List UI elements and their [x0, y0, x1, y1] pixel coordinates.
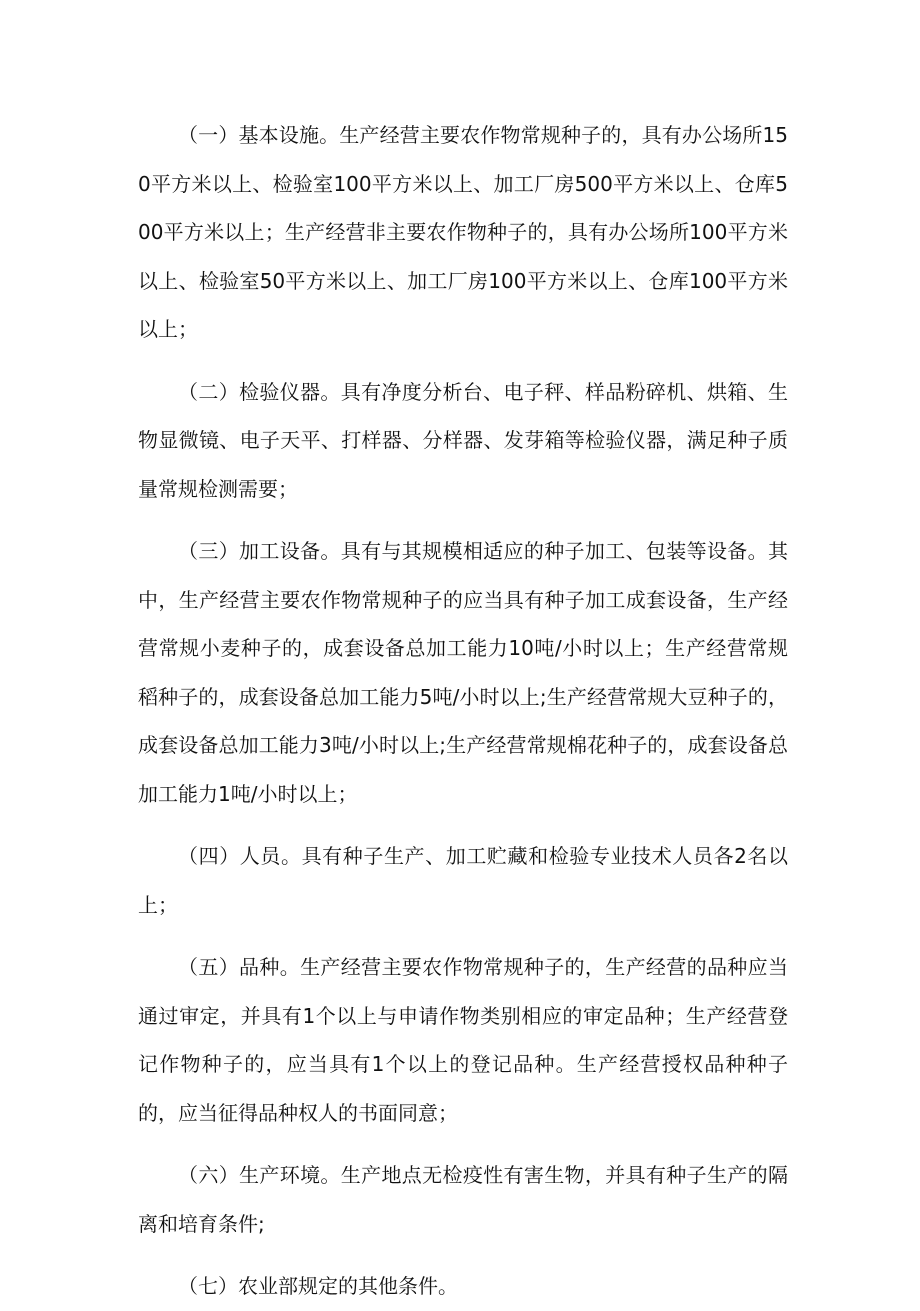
document-body: [138, 111, 788, 1311]
paragraph-inspection-instruments: （二）检验仪器。具有净度分析台、电子秤、样品粉碎机、烘箱、生物显微镜、电子天平、打样器、分样器、发芽箱等检验仪器，满足种子质量常规检测需要；: [138, 379, 788, 501]
paragraph-other-conditions: （七）农业部规定的其他条件。: [178, 1274, 458, 1298]
paragraph-processing-equipment: （三）加工设备。具有与其规模相适应的种子加工、包装等设备。其中，生产经营主要农作物常规种子的应当具有种子加工成套设备，生产经营常规小麦种子的，成套设备总加工能力10吨/小时以上；生产经营常规稻种子的，成套设备总加工能力5吨/小时以上;生产经营常规大豆种子的，成套设备总加工能力3吨/小时以上;生产经营常规棉花种子的，成套设备总加工能力1吨/小时以上；: [138, 539, 788, 806]
paragraph-basic-facilities: （一）基本设施。生产经营主要农作物常规种子的，具有办公场所150平方米以上、检验室100平方米以上、加工厂房500平方米以上、仓库500平方米以上；生产经营非主要农作物种子的，具有办公场所100平方米以上、检验室50平方米以上、加工厂房100平方米以上、仓库100平方米以上；: [138, 123, 788, 341]
paragraph-personnel: （四）人员。具有种子生产、加工贮藏和检验专业技术人员各2名以上；: [138, 844, 788, 917]
paragraph-production-environment: （六）生产环境。生产地点无检疫性有害生物，并具有种子生产的隔离和培育条件;: [138, 1163, 788, 1236]
paragraph-varieties: （五）品种。生产经营主要农作物常规种子的，生产经营的品种应当通过审定，并具有1个以上与申请作物类别相应的审定品种；生产经营登记作物种子的，应当具有1个以上的登记品种。生产经营授权品种种子的，应当征得品种权人的书面同意；: [138, 955, 788, 1125]
